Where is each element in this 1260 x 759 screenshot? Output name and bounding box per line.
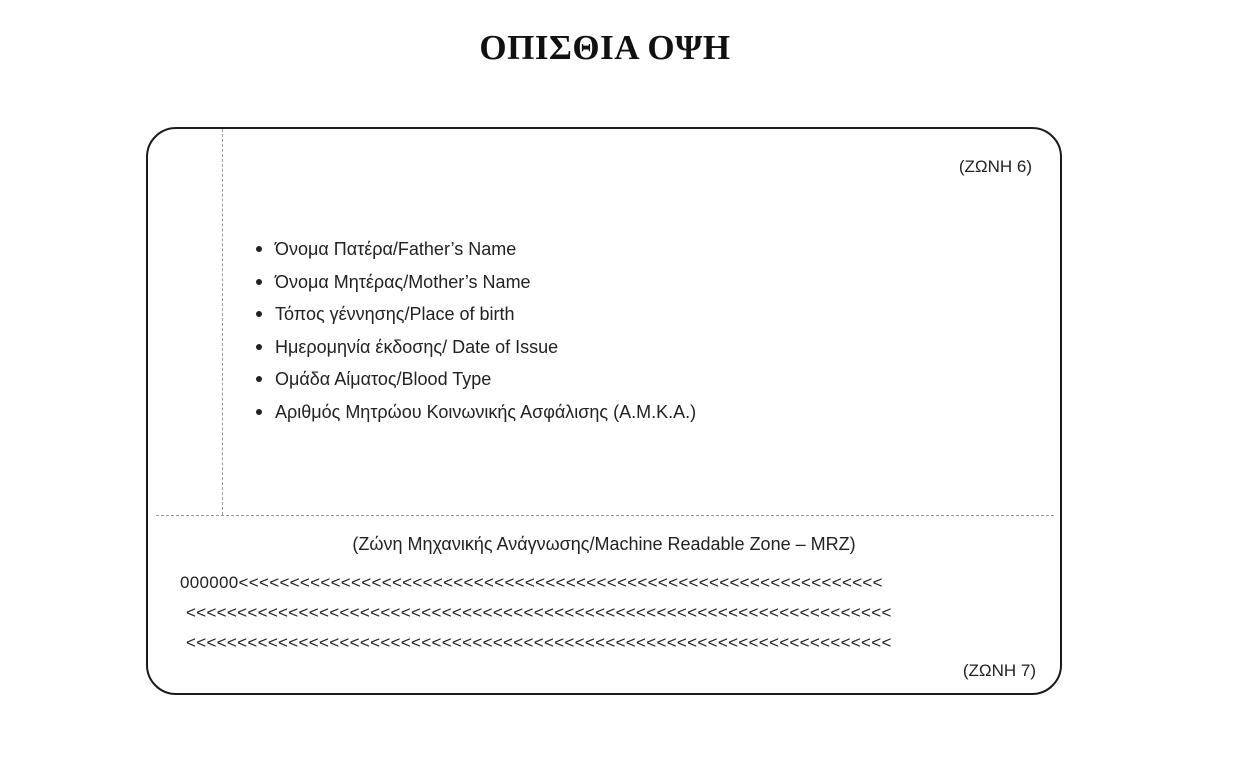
field-list (256, 233, 696, 428)
field-item-fathers-name (256, 233, 696, 266)
field-item-blood-type (256, 363, 696, 396)
bullet-icon (256, 311, 262, 317)
mrz-line-3: <<<<<<<<<<<<<<<<<<<<<<<<<<<<<<<<<<<<<<<<<<<<<<<<<<<<<<<<<<<<<<<<<<<<< (186, 633, 892, 652)
vertical-dashed-divider (222, 129, 223, 515)
field-item-date-of-issue (256, 331, 696, 364)
field-label: Τόπος γέννησης/Place of birth (275, 304, 515, 324)
horizontal-dashed-divider (156, 515, 1054, 516)
bullet-icon (256, 409, 262, 415)
mrz-caption: (Ζώνη Μηχανικής Ανάγνωσης/Machine Readable Zone – MRZ) (352, 534, 856, 554)
field-item-place-of-birth (256, 298, 696, 331)
zone-6-label: (ΖΩΝΗ 6) (958, 157, 1032, 176)
bullet-icon (256, 376, 262, 382)
bullet-icon (256, 344, 262, 350)
mrz-line-1: 000000<<<<<<<<<<<<<<<<<<<<<<<<<<<<<<<<<<<<<<<<<<<<<<<<<<<<<<<<<<<<<<< (180, 573, 883, 592)
bullet-icon (256, 246, 262, 252)
field-label: Όνομα Πατέρα/Father’s Name (275, 239, 517, 259)
bullet-icon (256, 279, 262, 285)
id-card-back (146, 127, 1062, 695)
field-item-mothers-name (256, 266, 696, 299)
page-title: ΟΠΙΣΘΙΑ ΟΨΗ (479, 28, 731, 67)
field-label: Όνομα Μητέρας/Mother’s Name (275, 271, 531, 292)
zone-7-label: (ΖΩΝΗ 7) (962, 661, 1036, 680)
field-item-amka (256, 396, 696, 429)
mrz-line-2: <<<<<<<<<<<<<<<<<<<<<<<<<<<<<<<<<<<<<<<<<<<<<<<<<<<<<<<<<<<<<<<<<<<<< (186, 603, 892, 622)
field-label: Αριθμός Μητρώου Κοινωνικής Ασφάλισης (Α.Μ.Κ.Α.) (275, 401, 697, 422)
field-label: Ομάδα Αίματος/Blood Type (275, 369, 492, 389)
field-label: Ημερομηνία έκδοσης/ Date of Issue (275, 336, 559, 357)
